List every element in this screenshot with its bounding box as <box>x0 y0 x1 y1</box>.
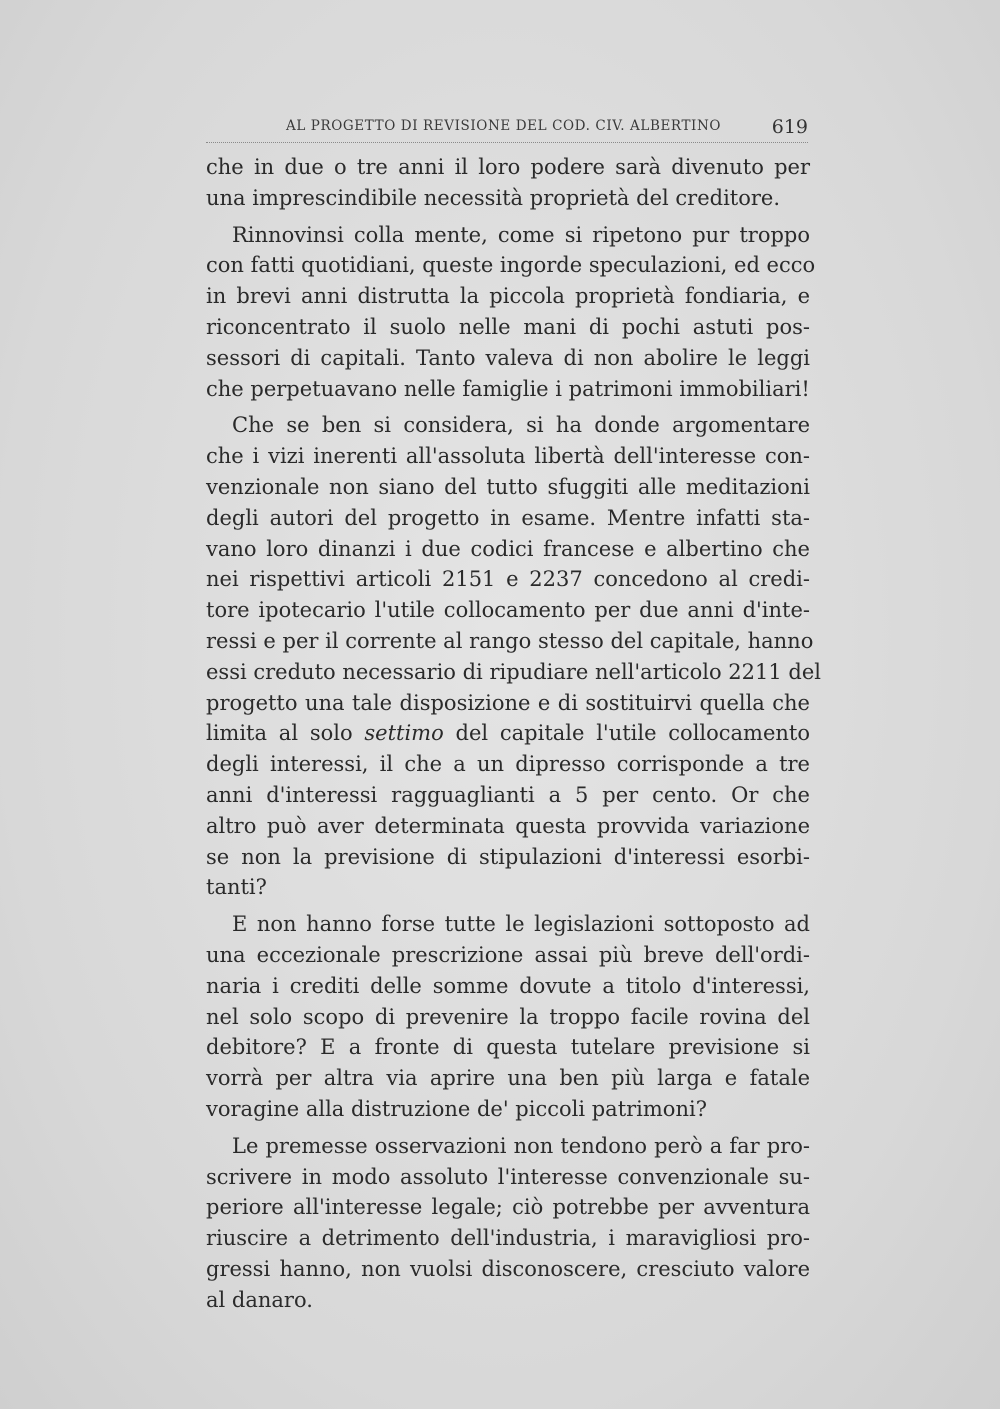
text-line: nei rispettivi articoli 2151 e 2237 concedono al credi- <box>206 567 810 592</box>
paragraph-4 <box>206 909 810 1125</box>
text-line: in brevi anni distrutta la piccola proprietà fondiaria, e <box>206 284 810 309</box>
text-line: tanti? <box>206 875 267 900</box>
paragraph-3 <box>206 410 822 903</box>
paragraph-1 <box>206 152 810 214</box>
text-line: che in due o tre anni il loro podere sarà divenuto per <box>206 155 810 179</box>
text-line: degli interessi, il che a un dipresso corrisponde a tre <box>206 752 810 777</box>
text-fragment: del capitale l'utile collocamento <box>443 721 810 746</box>
text-line: progetto una tale disposizione e di sostituirvi quella che <box>206 690 810 715</box>
text-line: vano loro dinanzi i due codici francese e albertino che <box>206 536 810 561</box>
text-line: Le premesse osservazioni non tendono però a far pro- <box>232 1133 810 1158</box>
text-line: Che se ben si considera, si ha donde argomentare <box>232 413 810 438</box>
text-line: altro può aver determinata questa provvida variazione <box>206 813 810 838</box>
text-line: una imprescindibile necessità proprietà del creditore. <box>206 185 781 210</box>
paragraph-2 <box>206 220 816 405</box>
text-line: naria i crediti delle somme dovute a titolo d'interessi, <box>206 973 810 998</box>
text-line: scrivere in modo assoluto l'interesse convenzionale su- <box>206 1164 810 1189</box>
text-line: periore all'interesse legale; ciò potrebbe per avventura <box>206 1195 810 1220</box>
text-line: tore ipotecario l'utile collocamento per due anni d'inte- <box>206 598 810 623</box>
paragraph-5 <box>206 1131 810 1316</box>
text-line: debitore? E a fronte di questa tutelare previsione si <box>206 1035 810 1060</box>
text-line: una eccezionale prescrizione assai più breve dell'ordi- <box>206 942 810 967</box>
header-dotted-rule <box>206 142 808 143</box>
text-line: ressi e per il corrente al rango stesso del capitale, hanno <box>206 628 814 653</box>
running-head <box>286 116 808 138</box>
text-fragment: limita al solo <box>206 721 365 746</box>
text-line: gressi hanno, non vuolsi disconoscere, cresciuto valore <box>206 1256 810 1281</box>
text-line: venzionale non siano del tutto sfuggiti alle meditazioni <box>206 474 810 499</box>
text-line: E non hanno forse tutte le legislazioni sottoposto ad <box>232 912 810 937</box>
text-line: riconcentrato il suolo nelle mani di pochi astuti pos- <box>206 314 810 339</box>
text-line: con fatti quotidiani, queste ingorde speculazioni, ed ecco <box>206 253 816 278</box>
text-line: essi creduto necessario di ripudiare nell'articolo 2211 del <box>206 659 822 684</box>
text-line: nel solo scopo di prevenire la troppo facile rovina del <box>206 1004 810 1029</box>
text-line: se non la previsione di stipulazioni d'interessi esorbi- <box>206 844 810 869</box>
text-line: che i vizi inerenti all'assoluta libertà dell'interesse con- <box>206 444 810 469</box>
text-line: che perpetuavano nelle famiglie i patrimoni immobiliari! <box>206 376 810 401</box>
text-line: riuscire a detrimento dell'industria, i maravigliosi pro- <box>206 1226 810 1251</box>
text-line: degli autori del progetto in esame. Mentre infatti sta- <box>206 505 810 530</box>
running-title: AL PROGETTO DI REVISIONE DEL COD. CIV. ALBERTINO <box>286 118 722 134</box>
text-line: sessori di capitali. Tanto valeva di non abolire le leggi <box>206 345 810 370</box>
text-line: al danaro. <box>206 1287 313 1312</box>
italic-word: settimo <box>364 721 444 746</box>
page-number: 619 <box>771 116 808 138</box>
text-line: voragine alla distruzione de' piccoli patrimoni? <box>206 1096 707 1121</box>
text-line-with-italic <box>206 718 810 749</box>
text-line: anni d'interessi ragguaglianti a 5 per cento. Or che <box>206 782 810 807</box>
text-line: Rinnovinsi colla mente, come si ripetono pur troppo <box>232 222 810 247</box>
body-text <box>206 152 822 1321</box>
text-line: vorrà per altra via aprire una ben più larga e fatale <box>206 1066 810 1091</box>
